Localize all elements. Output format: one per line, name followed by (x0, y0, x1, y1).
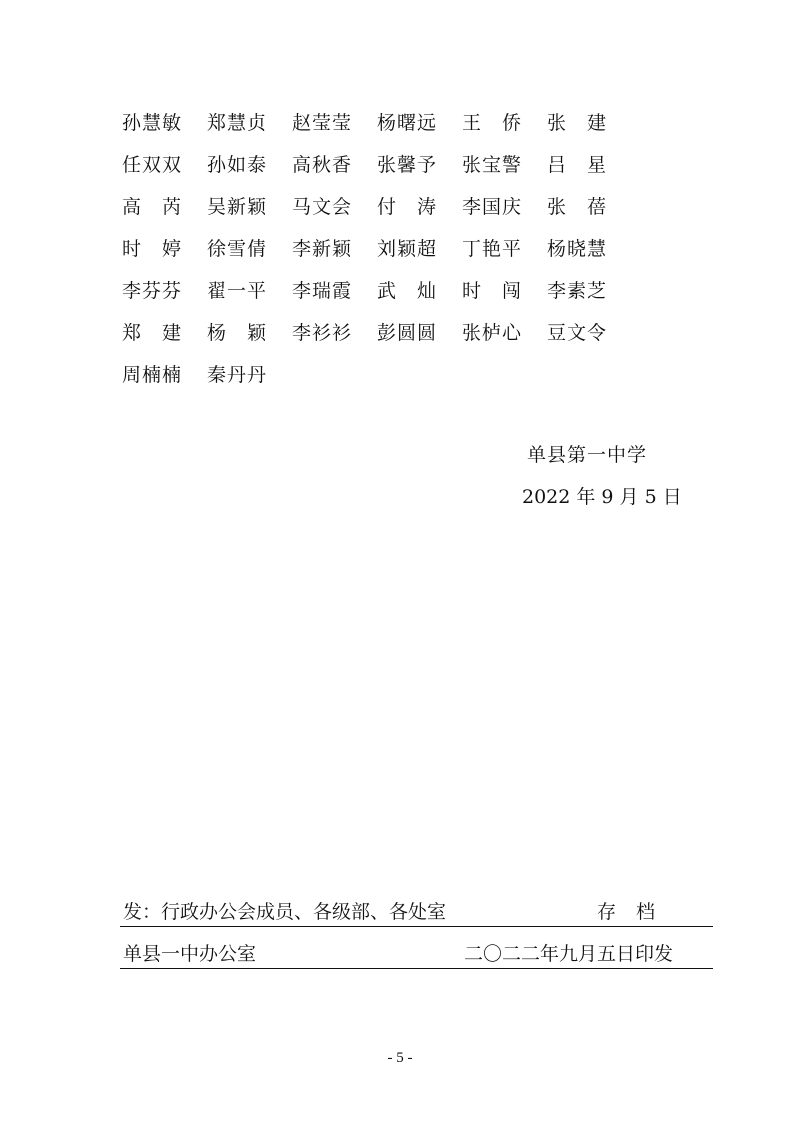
person-name: 豆文令 (547, 321, 608, 344)
person-name: 付 涛 (377, 195, 438, 218)
person-name: 赵莹莹 (292, 111, 353, 134)
person-name: 李素芝 (547, 279, 608, 302)
names-row (122, 268, 642, 310)
person-name: 彭圆圆 (377, 321, 438, 344)
person-name: 吴新颖 (207, 195, 268, 218)
person-name: 时 闯 (462, 279, 523, 302)
person-name: 杨晓慧 (547, 237, 608, 260)
person-name: 孙慧敏 (122, 111, 183, 134)
names-list (122, 100, 642, 394)
person-name: 时 婷 (122, 237, 183, 260)
names-row (122, 142, 642, 184)
person-name: 丁艳平 (462, 237, 523, 260)
person-name: 杨曙远 (377, 111, 438, 134)
person-name: 徐雪倩 (207, 237, 268, 260)
footer-distribution-line (120, 896, 713, 927)
person-name: 张 蓓 (547, 195, 608, 218)
names-row (122, 226, 642, 268)
names-row (122, 100, 642, 142)
person-name: 吕 星 (547, 153, 608, 176)
person-name: 张馨予 (377, 153, 438, 176)
person-name: 李衫衫 (292, 321, 353, 344)
footer-archive: 存档 (596, 901, 675, 923)
person-name: 李新颖 (292, 237, 353, 260)
person-name: 张栌心 (462, 321, 523, 344)
person-name: 高 芮 (122, 195, 183, 218)
person-name: 杨 颖 (207, 321, 268, 344)
person-name: 张宝警 (462, 153, 523, 176)
person-name: 武 灿 (377, 279, 438, 302)
person-name: 王 侨 (462, 111, 523, 134)
person-name: 高秋香 (292, 153, 353, 176)
person-name: 刘颖超 (377, 237, 438, 260)
footer-office-line (120, 938, 713, 969)
person-name: 秦丹丹 (207, 363, 268, 386)
person-name: 郑慧贞 (207, 111, 268, 134)
person-name: 任双双 (122, 153, 183, 176)
person-name: 孙如泰 (207, 153, 268, 176)
person-name: 李瑞霞 (292, 279, 353, 302)
names-row (122, 310, 642, 352)
names-row (122, 352, 642, 394)
page-number: - 5 - (387, 1050, 413, 1066)
person-name: 李芬芬 (122, 279, 183, 302)
footer-issue-date: 二〇二二年九月五日印发 (463, 943, 673, 965)
person-name: 周楠楠 (122, 363, 183, 386)
person-name: 翟一平 (207, 279, 268, 302)
signature-date: 2022 年 9 月 5 日 (522, 486, 682, 508)
person-name: 李国庆 (462, 195, 523, 218)
names-row (122, 184, 642, 226)
footer-distribution: 发：行政办公会成员、各级部、各处室 (123, 901, 447, 923)
signature-school: 单县第一中学 (527, 444, 648, 466)
person-name: 马文会 (292, 195, 353, 218)
person-name: 张 建 (547, 111, 608, 134)
person-name: 郑 建 (122, 321, 183, 344)
footer-office: 单县一中办公室 (123, 943, 257, 965)
